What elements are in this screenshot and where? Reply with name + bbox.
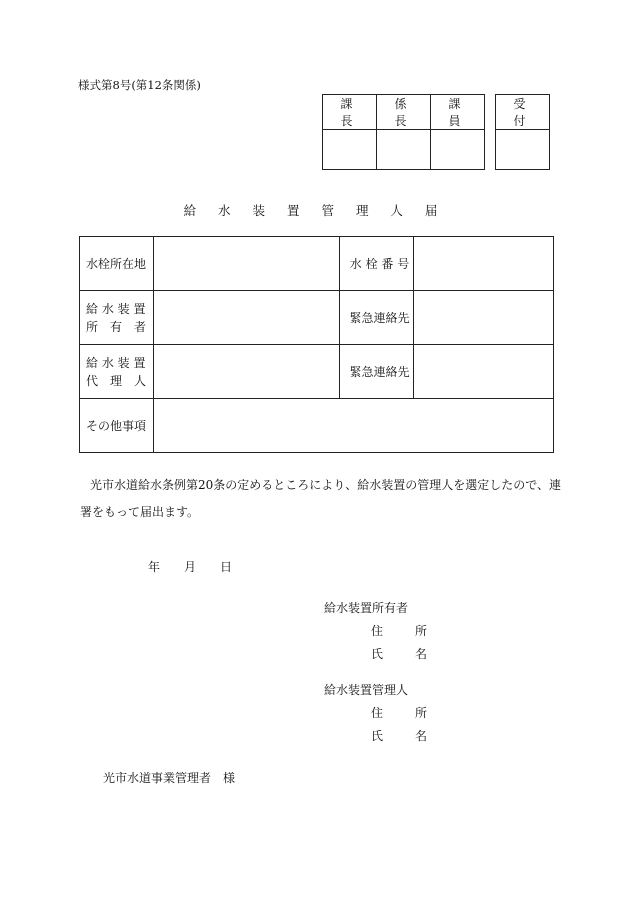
hydrant-number-field[interactable] (414, 237, 554, 291)
stamp-label-staff: 課 員 (431, 95, 485, 130)
owner-name-label: 氏 名 (371, 647, 438, 661)
table-row (80, 237, 554, 291)
agent-label (80, 345, 154, 399)
date-line[interactable] (148, 558, 232, 575)
stamp-label-chief: 課 長 (323, 95, 377, 130)
form-number: 様式第8号(第12条関係) (78, 78, 201, 92)
table-row (80, 399, 554, 453)
date-year: 年 (148, 560, 161, 574)
manager-name-label: 氏 名 (371, 729, 438, 743)
approval-stamp-table (322, 94, 485, 170)
table-row (80, 345, 554, 399)
agent-emergency-contact-field[interactable] (414, 345, 554, 399)
stamp-box-chief[interactable] (323, 130, 377, 170)
agent-label-line2: 代 理 人 (86, 373, 147, 388)
owner-label-line1: 給 水 装 置 (86, 301, 146, 316)
stamp-box-reception[interactable] (496, 130, 550, 170)
reception-stamp-table (495, 94, 550, 170)
hydrant-location-label: 水栓所在地 (80, 237, 154, 291)
stamp-box-subchief[interactable] (377, 130, 431, 170)
declaration-text: 光市水道給水条例第20条の定めるところにより、給水装置の管理人を選定したので、連署をもって届出ます。 (80, 478, 562, 519)
owner-label-line2: 所 有 者 (86, 319, 147, 334)
hydrant-number-label: 水 栓 番 号 (340, 237, 414, 291)
table-row (80, 291, 554, 345)
owner-field[interactable] (154, 291, 340, 345)
owner-signature-heading: 給水装置所有者 (324, 601, 409, 615)
owner-address-label: 住 所 (371, 624, 438, 638)
date-day: 日 (220, 560, 233, 574)
other-matters-field[interactable] (154, 399, 554, 453)
stamp-label-subchief: 係 長 (377, 95, 431, 130)
owner-emergency-contact-label: 緊急連絡先 (340, 291, 414, 345)
stamp-box-staff[interactable] (431, 130, 485, 170)
agent-emergency-contact-label: 緊急連絡先 (340, 345, 414, 399)
date-month: 月 (184, 560, 197, 574)
stamp-label-reception: 受 付 (496, 95, 550, 130)
notification-form-table (79, 236, 554, 453)
manager-address-label: 住 所 (371, 706, 438, 720)
other-matters-label: その他事項 (80, 399, 154, 453)
manager-signature-heading: 給水装置管理人 (324, 683, 409, 697)
agent-field[interactable] (154, 345, 340, 399)
owner-label (80, 291, 154, 345)
form-title: 給 水 装 置 管 理 人 届 (183, 203, 447, 218)
hydrant-location-field[interactable] (154, 237, 340, 291)
recipient: 光市水道事業管理者 様 (103, 771, 236, 785)
agent-label-line1: 給 水 装 置 (86, 355, 146, 370)
owner-emergency-contact-field[interactable] (414, 291, 554, 345)
